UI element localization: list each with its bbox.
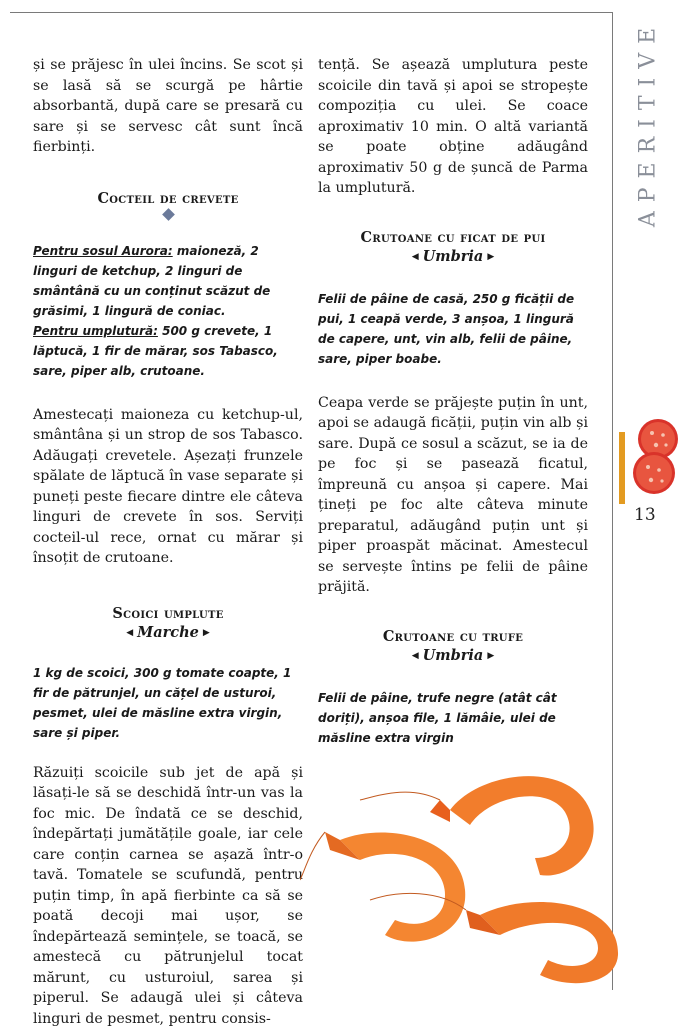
arrow-right-icon: ▶ xyxy=(203,628,210,638)
method-crutoane-ficat: Ceapa verde se prăjește puțin în unt, apoi se adaugă ficății, puțin vin alb și sare. După ce sosul a scăzut, se ia de pe foc și se pasează ficatul, împreună cu anșoa și capere. Mai țineți pe foc alte câteva minute preparatul, adăugând puțin unt și piper proaspăt măcinat. Amestecul se servește întins pe felii de pâine prăjită. xyxy=(318,393,588,598)
recipe-title-scoici: Scoici umplute xyxy=(33,605,303,622)
sauce-label: Pentru sosul Aurora: xyxy=(33,244,173,258)
arrow-left-icon: ◀ xyxy=(126,628,133,638)
method-cocteil: Amestecați maioneza cu ketchup-ul, smântâna și un strop de sos Tabasco. Adăugați crevetele. Așezați frunzele spălate de lăptucă în vase separate și puneți peste fiecare dintre ele câteva linguri de crevete în sos. Serviți cocteil-ul rece, ornat cu mărar și însoțit de crutoane. xyxy=(33,405,303,569)
page-number: 13 xyxy=(634,505,678,525)
left-column xyxy=(33,55,303,1029)
recipe-title-crutoane-ficat: Crutoane cu ficat de pui xyxy=(318,229,588,246)
arrow-left-icon: ◀ xyxy=(412,252,419,262)
region-scoici-label: Marche xyxy=(137,624,199,641)
region-crutoane-trufe-label: Umbria xyxy=(423,647,484,664)
shrimp-illustration-icon xyxy=(300,740,625,990)
recipe-title-cocteil: Cocteil de crevete xyxy=(33,190,303,207)
arrow-right-icon: ▶ xyxy=(487,651,494,661)
recipe-title-crutoane-trufe: Crutoane cu trufe xyxy=(318,628,588,645)
region-crutoane-ficat xyxy=(318,248,588,265)
intro-paragraph: și se prăjesc în ulei încins. Se scot și se lasă să se scurgă pe hârtie absorbantă, după care se presară cu sare și se servesc cât sunt încă fierbinți. xyxy=(33,55,303,158)
sauce-text: maioneză, 2 linguri de ketchup, 2 linguri de smântână cu un conținut scăzut de grăsimi, 1 lingură de coniac. xyxy=(33,244,270,318)
accent-bar xyxy=(619,432,625,504)
ingredients-crutoane-ficat: Felii de pâine de casă, 250 g ficății de pui, 1 ceapă verde, 3 anșoa, 1 lingură de capere, unt, vin alb, felii de pâine, sare, piper boabe. xyxy=(318,289,588,369)
method-scoici: Răzuiți scoicile sub jet de apă și lăsați-le să se deschidă într-un vas la foc mic. De îndată ce se deschid, îndepărtați jumătățile goale, iar cele care conțin carnea se așază într-o tavă. Tomatele se scufundă, pentru puțin timp, în apă fierbinte ca să se poată decoji mai ușor, se îndepărtează semințele, se toacă, se amestecă cu pătrunjelul tocat mărunt, cu usturoiul, sarea și piperul. Se adaugă ulei și câteva linguri de pesmet, pentru consis- xyxy=(33,763,303,1029)
region-crutoane-ficat-label: Umbria xyxy=(423,248,484,265)
region-scoici xyxy=(33,624,303,641)
right-column xyxy=(318,55,588,748)
section-label xyxy=(618,18,678,228)
section-label-text: APERITIVE xyxy=(636,19,661,227)
arrow-left-icon: ◀ xyxy=(412,651,419,661)
ingredients-scoici: 1 kg de scoici, 300 g tomate coapte, 1 fir de pătrunjel, un cățel de usturoi, pesmet, ulei de măsline extra virgin, sare și piper. xyxy=(33,663,303,743)
arrow-right-icon: ▶ xyxy=(487,252,494,262)
continuation-paragraph: tență. Se așează umplutura peste scoicile din tavă și apoi se stropește compoziția cu ulei. Se coace aproximativ 10 min. O altă variantă se poate obține adăugând aproximativ 50 g de șuncă de Parma la umplutură. xyxy=(318,55,588,199)
ingredients-crutoane-trufe: Felii de pâine, trufe negre (atât cât doriți), anșoa file, 1 lămâie, ulei de măsline extra virgin xyxy=(318,688,588,748)
ingredients-cocteil-filling xyxy=(33,321,303,381)
frame-top-line xyxy=(10,12,612,13)
filling-text: 500 g crevete, 1 lăptucă, 1 fir de mărar, sos Tabasco, sare, piper alb, crutoane. xyxy=(33,324,278,378)
region-crutoane-trufe xyxy=(318,647,588,664)
salami-slices-icon xyxy=(628,415,684,499)
ingredients-cocteil-sauce xyxy=(33,241,303,321)
filling-label: Pentru umplutură: xyxy=(33,324,158,338)
